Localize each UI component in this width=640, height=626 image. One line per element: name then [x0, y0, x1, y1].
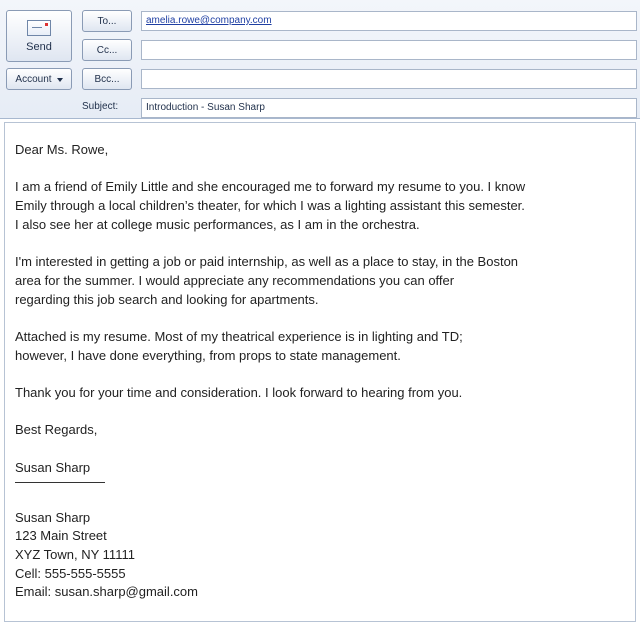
body-line: Emily through a local children’s theater, for which I was a lighting assistant this semester.	[15, 198, 525, 214]
body-line: area for the summer. I would appreciate any recommendations you can offer	[15, 272, 455, 288]
to-button-label: To...	[97, 15, 117, 27]
signature-divider	[15, 482, 105, 483]
to-field[interactable]	[141, 11, 637, 31]
subject-label: Subject:	[82, 101, 119, 112]
cc-button-label: Cc...	[96, 44, 118, 56]
cc-field[interactable]	[141, 40, 637, 60]
paragraph-2	[15, 253, 625, 309]
body-line: I am a friend of Emily Little and she encouraged me to forward my resume to you. I know	[15, 179, 526, 195]
body-line: however, I have done everything, from props to state management.	[15, 347, 401, 363]
body-line: regarding this job search and looking for apartments.	[15, 291, 319, 307]
paragraph-1	[15, 178, 625, 234]
to-recipient[interactable]: amelia.rowe@company.com	[146, 15, 272, 26]
signature-line: XYZ Town, NY 11111	[15, 546, 135, 562]
bcc-button[interactable]	[82, 68, 132, 90]
closing: Best Regards,	[15, 422, 98, 438]
signature-block	[15, 509, 625, 603]
send-icon	[27, 20, 51, 36]
signature-line: 123 Main Street	[15, 528, 107, 544]
send-button-label: Send	[26, 40, 52, 53]
paragraph-3	[15, 328, 625, 365]
body-line: I'm interested in getting a job or paid internship, as well as a place to stay, in the Boston	[15, 254, 519, 270]
signature-line: Email: susan.sharp@gmail.com	[15, 584, 198, 600]
message-body[interactable]	[4, 122, 636, 622]
bcc-field[interactable]	[141, 69, 637, 89]
compose-header	[0, 0, 640, 119]
paragraph-4: Thank you for your time and consideration. I look forward to hearing from you.	[15, 385, 463, 401]
subject-field[interactable]: Introduction - Susan Sharp	[141, 98, 637, 118]
to-button[interactable]	[82, 10, 132, 32]
send-button[interactable]	[6, 10, 72, 62]
bcc-button-label: Bcc...	[94, 73, 120, 85]
signature-name: Susan Sharp	[15, 459, 91, 475]
body-line: Attached is my resume. Most of my theatrical experience is in lighting and TD;	[15, 328, 463, 344]
greeting: Dear Ms. Rowe,	[15, 142, 109, 157]
account-button-label: Account	[15, 73, 52, 85]
signature-line: Susan Sharp	[15, 509, 91, 525]
chevron-down-icon	[57, 78, 63, 82]
cc-button[interactable]	[82, 39, 132, 61]
body-line: I also see her at college music performances, as I am in the orchestra.	[15, 216, 420, 232]
account-button[interactable]	[6, 68, 72, 90]
signature-line: Cell: 555-555-5555	[15, 565, 126, 581]
